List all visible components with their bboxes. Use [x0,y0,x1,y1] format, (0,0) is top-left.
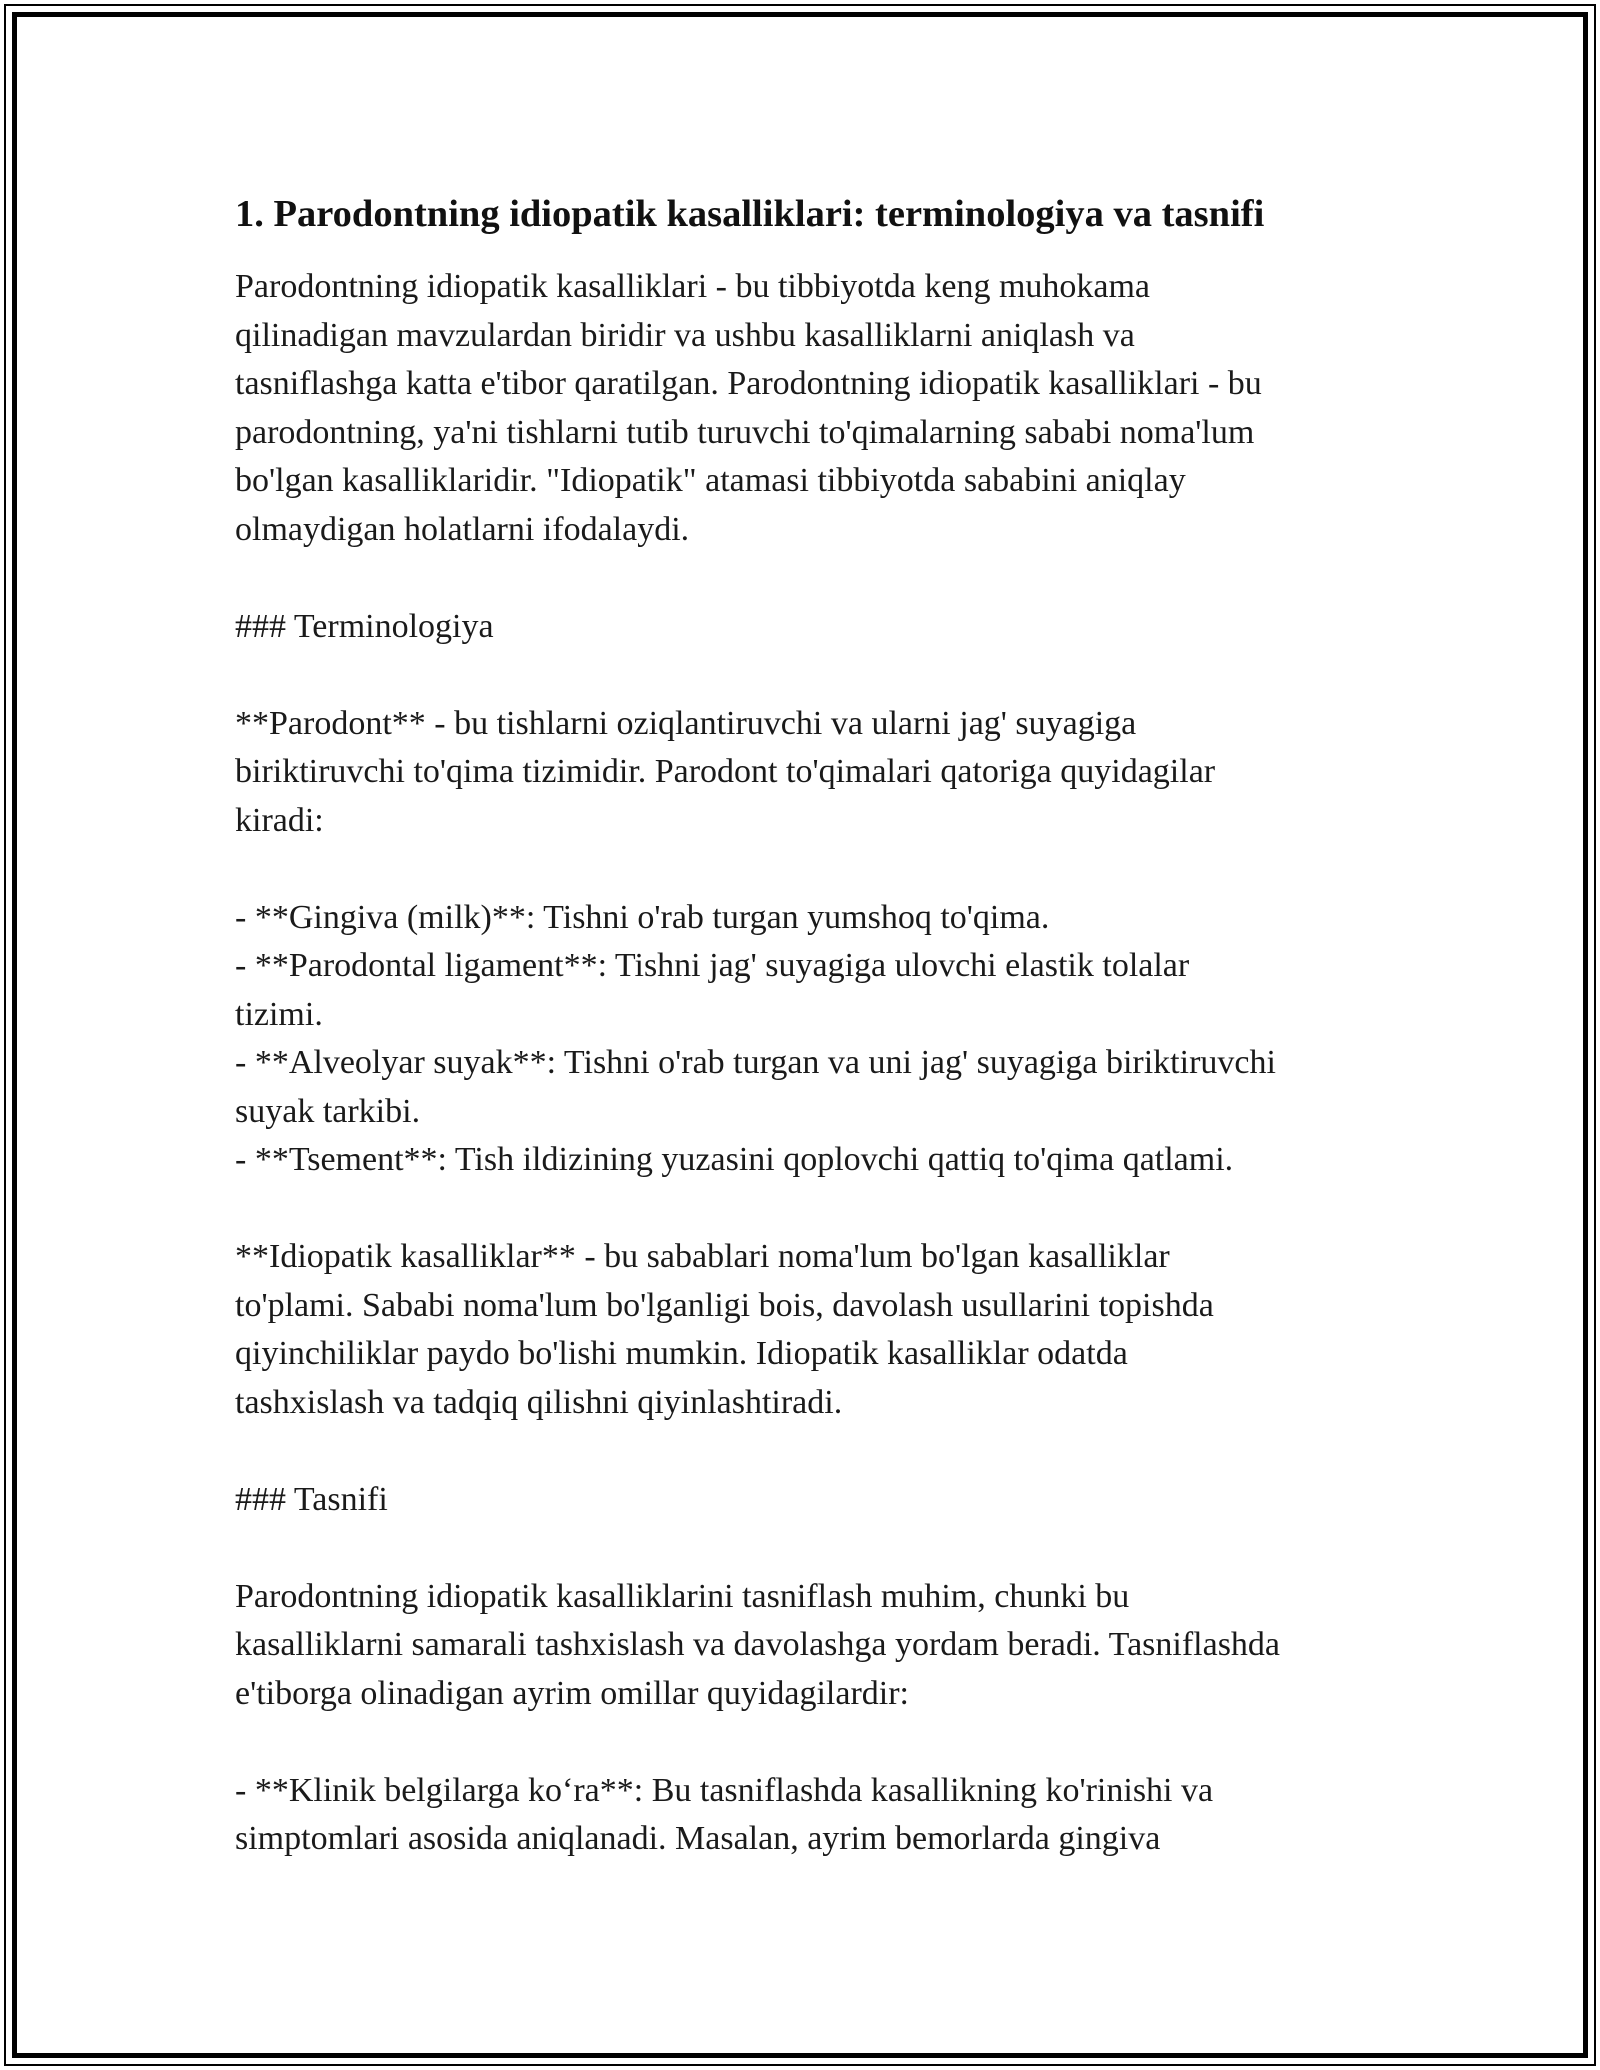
parodont-tissues-list: - **Gingiva (milk)**: Tishni o'rab turgan yumshoq to'qima. - **Parodontal ligament**: Tishni jag' suyagiga ulovchi elastik tolalar tizimi. - **Alveolyar suyak**: Tishni o'rab turgan va uni jag' suyagiga biriktiruvchi suyak tarkibi. - **Tsement**: Tish ildizining yuzasini qoplovchi qattiq to'qima qatlami. [235,898,1276,1178]
section-heading-terminologiya: ### Terminologiya [235,607,494,645]
document-body [235,185,1375,1864]
document-title: 1. Parodontning idiopatik kasalliklari: terminologiya va tasnifi [235,193,1265,235]
parodont-definition-paragraph: **Parodont** - bu tishlarni oziqlantiruvchi va ularni jag' suyagiga biriktiruvchi to'qima tizimidir. Parodont to'qimalari qatoriga quyidagilar kiradi: [235,704,1216,839]
idiopathic-definition-paragraph: **Idiopatik kasalliklar** - bu sabablari noma'lum bo'lgan kasalliklar to'plami. Sababi noma'lum bo'lganligi bois, davolash usullarini topishda qiyinchiliklar paydo bo'lishi mumkin. Idiopatik kasalliklar odatda tashxislash va tadqiq qilishni qiyinlashtiradi. [235,1238,1214,1421]
classification-list: - **Klinik belgilarga ko‘ra**: Bu tasniflashda kasallikning ko'rinishi va simptomlari asosida aniqlanadi. Masalan, ayrim bemorlarda gingiva [235,1771,1214,1857]
intro-paragraph: Parodontning idiopatik kasalliklari - bu tibbiyotda keng muhokama qilinadigan mavzulardan biridir va ushbu kasalliklarni aniqlash va tasniflashga katta e'tibor qaratilgan. Parodontning idiopatik kasalliklari - bu parodontning, ya'ni tishlarni tutib turuvchi to'qimalarning sababi noma'lum bo'lgan kasalliklaridir. "Idiopatik" atamasi tibbiyotda sababini aniqlay olmaydigan holatlarni ifodalaydi. [235,268,1262,548]
classification-intro-paragraph: Parodontning idiopatik kasalliklarini tasniflash muhim, chunki bu kasalliklarni samarali tashxislash va davolashga yordam beradi. Tasniflashda e'tiborga olinadigan ayrim omillar quyidagilardir: [235,1577,1281,1712]
section-heading-tasnifi: ### Tasnifi [235,1480,388,1518]
